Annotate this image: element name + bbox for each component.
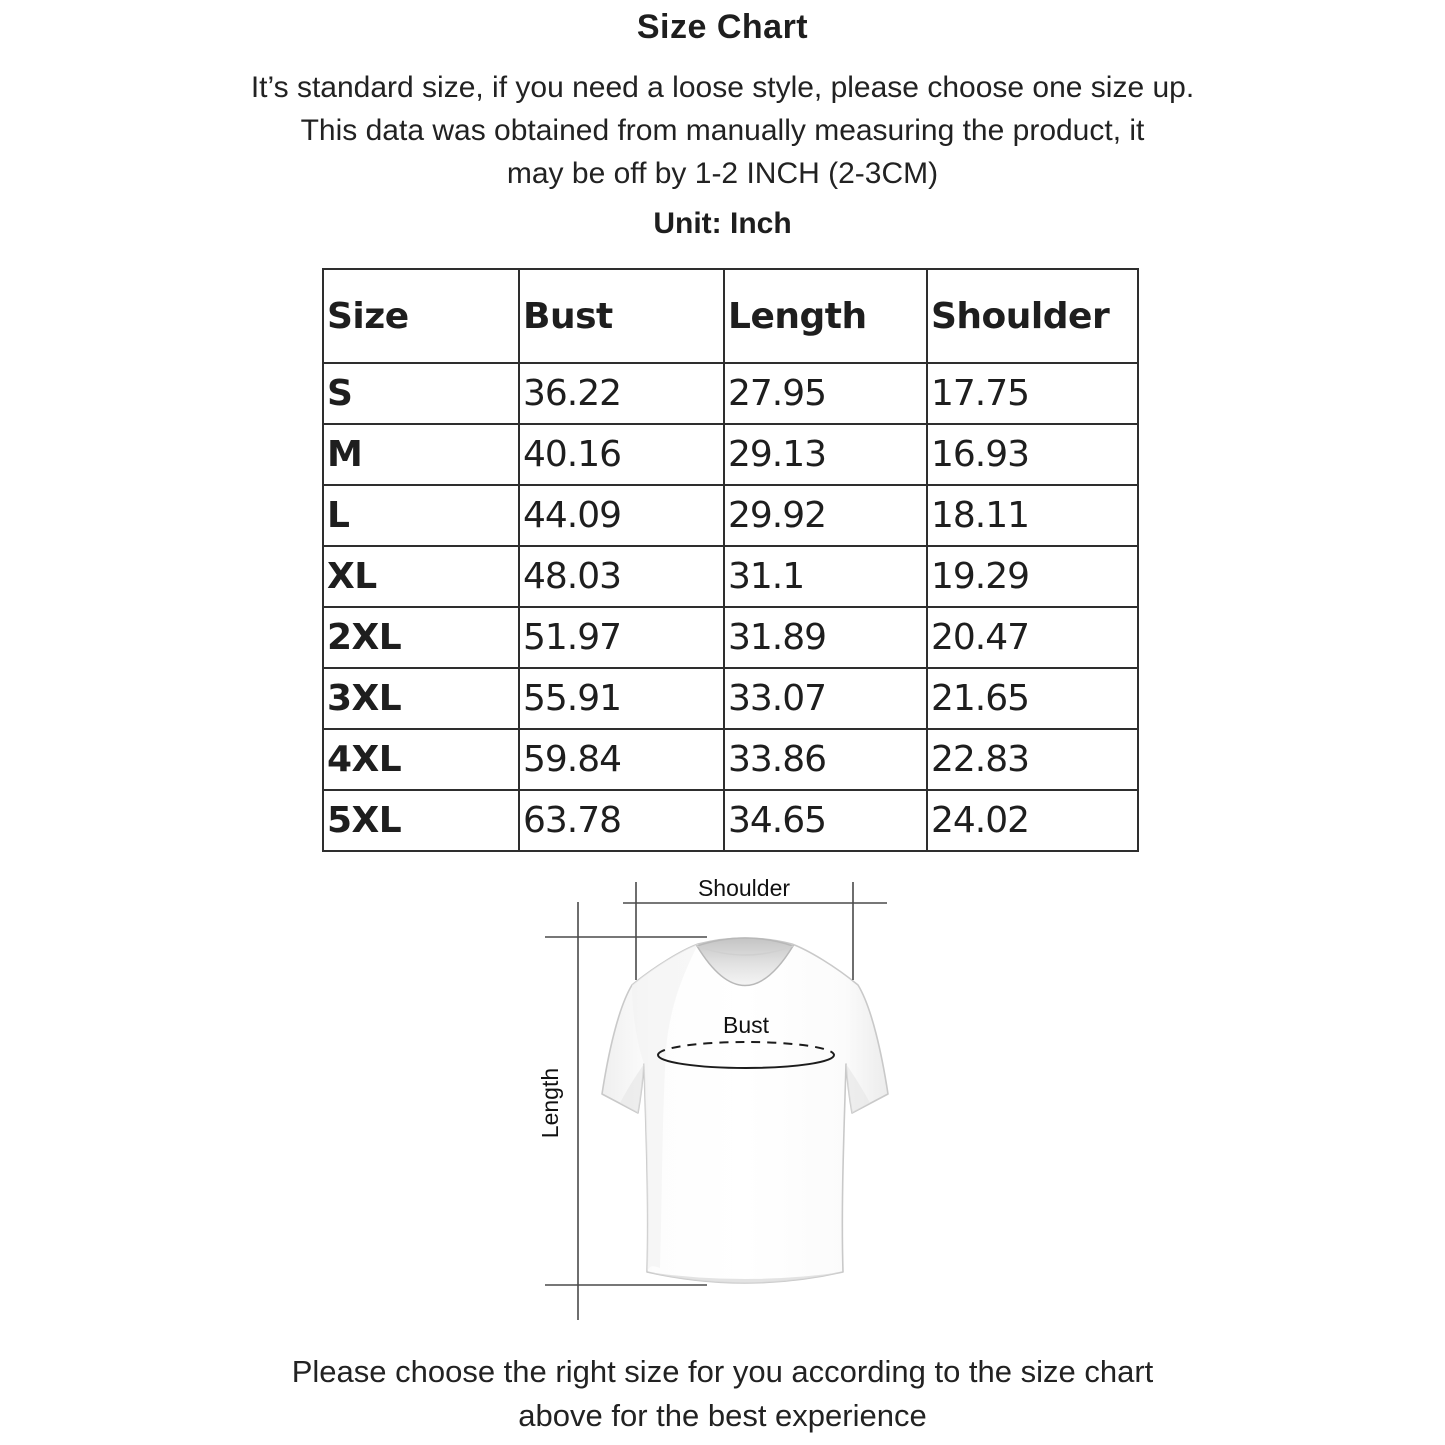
cell-shoulder: 20.47 <box>927 607 1138 668</box>
cell-shoulder: 24.02 <box>927 790 1138 851</box>
cell-size: 5XL <box>323 790 519 851</box>
cell-length: 29.92 <box>724 485 927 546</box>
length-label: Length <box>537 1067 563 1139</box>
cell-bust: 48.03 <box>519 546 724 607</box>
table-row <box>323 729 1138 790</box>
cell-shoulder: 21.65 <box>927 668 1138 729</box>
column-header-size: Size <box>323 269 519 363</box>
description-line: It’s standard size, if you need a loose style, please choose one size up. <box>250 71 1195 104</box>
size-table <box>322 268 1139 852</box>
cell-shoulder: 22.83 <box>927 729 1138 790</box>
cell-size: L <box>323 485 519 546</box>
tshirt-measurement-diagram <box>520 870 1020 1340</box>
table-row <box>323 424 1138 485</box>
cell-length: 29.13 <box>724 424 927 485</box>
cell-bust: 63.78 <box>519 790 724 851</box>
page-title: Size Chart <box>636 8 809 46</box>
cell-length: 31.1 <box>724 546 927 607</box>
cell-length: 27.95 <box>724 363 927 424</box>
cell-bust: 51.97 <box>519 607 724 668</box>
description-line: may be off by 1-2 INCH (2-3CM) <box>506 157 939 190</box>
table-row <box>323 363 1138 424</box>
cell-length: 31.89 <box>724 607 927 668</box>
description-text <box>0 66 1445 195</box>
cell-shoulder: 17.75 <box>927 363 1138 424</box>
table-row <box>323 546 1138 607</box>
cell-size: 2XL <box>323 607 519 668</box>
bust-label: Bust <box>722 1012 770 1038</box>
tshirt-icon <box>602 938 888 1283</box>
cell-length: 33.07 <box>724 668 927 729</box>
unit-label: Unit: Inch <box>653 207 792 240</box>
cell-bust: 55.91 <box>519 668 724 729</box>
footer-note-line: above for the best experience <box>518 1398 927 1433</box>
cell-shoulder: 16.93 <box>927 424 1138 485</box>
cell-size: M <box>323 424 519 485</box>
cell-bust: 44.09 <box>519 485 724 546</box>
cell-size: XL <box>323 546 519 607</box>
cell-bust: 36.22 <box>519 363 724 424</box>
cell-size: S <box>323 363 519 424</box>
cell-length: 33.86 <box>724 729 927 790</box>
table-row <box>323 668 1138 729</box>
table-row <box>323 790 1138 851</box>
cell-shoulder: 19.29 <box>927 546 1138 607</box>
column-header-shoulder: Shoulder <box>927 269 1138 363</box>
cell-shoulder: 18.11 <box>927 485 1138 546</box>
table-header-row <box>323 269 1138 363</box>
cell-size: 3XL <box>323 668 519 729</box>
cell-size: 4XL <box>323 729 519 790</box>
column-header-bust: Bust <box>519 269 724 363</box>
description-line: This data was obtained from manually measuring the product, it <box>300 114 1145 147</box>
shoulder-label: Shoulder <box>697 875 791 901</box>
cell-length: 34.65 <box>724 790 927 851</box>
cell-bust: 59.84 <box>519 729 724 790</box>
size-table-container <box>322 268 1139 852</box>
column-header-length: Length <box>724 269 927 363</box>
table-row <box>323 607 1138 668</box>
footer-note-line: Please choose the right size for you according to the size chart <box>291 1354 1154 1389</box>
cell-bust: 40.16 <box>519 424 724 485</box>
footer-note <box>0 1350 1445 1438</box>
table-row <box>323 485 1138 546</box>
